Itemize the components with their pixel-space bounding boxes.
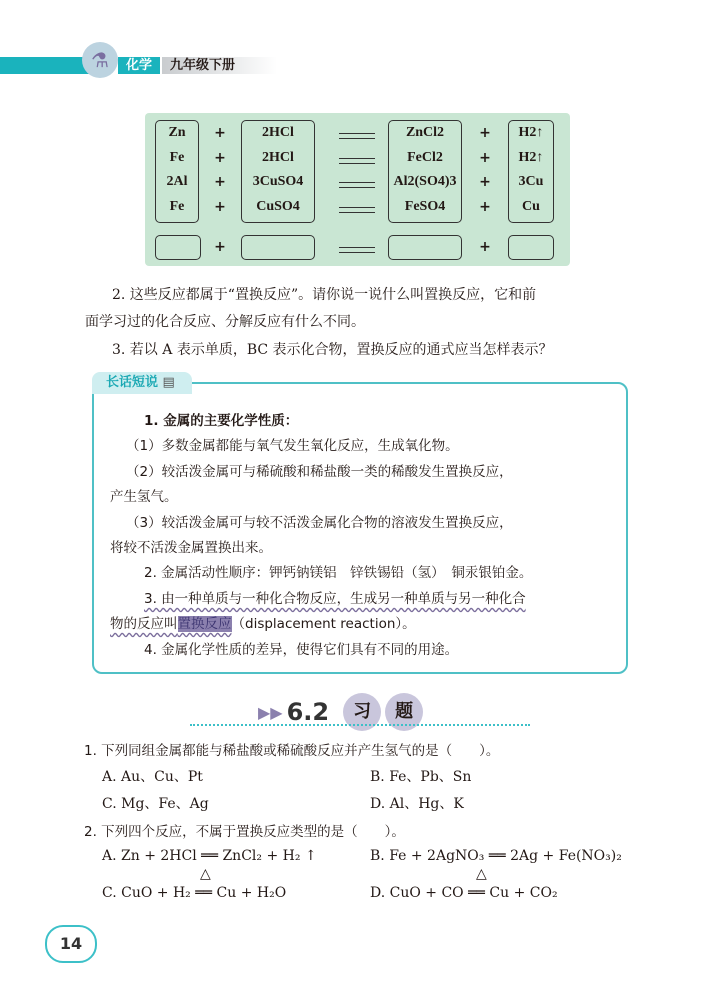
blank-box: [508, 235, 554, 260]
reactant-compound-column: 2HCl 2HCl 3CuSO4 CuSO4: [241, 120, 315, 223]
summary-title: 长话短说 ▤: [92, 372, 192, 394]
summary-line: 4. 金属化学性质的差异，使得它们具有不同的用途。: [144, 642, 459, 658]
blank-box: [388, 235, 462, 260]
option: A. Zn + 2HCl ══ ZnCl₂ + H₂ ↑: [102, 848, 317, 864]
question-3: 3. 若以 A 表示单质，BC 表示化合物，置换反应的通式应当怎样表示？: [112, 342, 553, 358]
equals-sign: [339, 158, 375, 164]
heat-symbol: △: [200, 866, 211, 882]
plus-signs: + + + +: [479, 125, 491, 215]
summary-line: （2）较活泼金属可与稀硫酸和稀盐酸一类的稀酸发生置换反应，: [126, 464, 513, 480]
summary-line: （3）较活泼金属可与较不活泼金属化合物的溶液发生置换反应，: [126, 515, 513, 531]
flask-icon: ⚗: [82, 42, 118, 78]
subject-label: 化学: [118, 57, 160, 74]
summary-line: 将较不活泼金属置换出来。: [110, 540, 272, 556]
equation-table: [145, 113, 570, 266]
page-number: 14: [45, 925, 97, 963]
section-title: 习: [343, 693, 381, 731]
plus-sign: +: [479, 239, 491, 255]
definition-line: 物的反应叫置换反应（displacement reaction）。: [110, 616, 416, 632]
product-element-column: H2↑ H2↑ 3Cu Cu: [508, 120, 554, 223]
option: C. Mg、Fe、Ag: [102, 796, 209, 812]
notepad-icon: ▤: [162, 375, 175, 390]
equals-sign: [339, 247, 375, 253]
summary-line: 3. 由一种单质与一种化合物反应，生成另一种单质与另一种化合: [144, 591, 526, 607]
heat-symbol: △: [476, 866, 487, 882]
product-compound-column: ZnCl2 FeCl2 Al2(SO4)3 FeSO4: [388, 120, 462, 223]
option: D. CuO + CO ══ Cu + CO₂: [370, 885, 558, 901]
plus-signs: + + + +: [214, 125, 226, 215]
summary-line: 2. 金属活动性顺序：钾钙钠镁铝 锌铁锡铅（氢） 铜汞银铂金。: [144, 565, 533, 581]
option: B. Fe + 2AgNO₃ ══ 2Ag + Fe(NO₃)₂: [370, 848, 622, 864]
blank-box: [155, 235, 201, 260]
option: B. Fe、Pb、Sn: [370, 769, 472, 785]
option: D. Al、Hg、K: [370, 796, 464, 812]
equals-sign: [339, 182, 375, 188]
question-2-cont: 面学习过的化合反应、分解反应有什么不同。: [85, 314, 365, 330]
section-number: 6.2: [286, 698, 330, 726]
exercise-1: 1. 下列同组金属都能与稀盐酸或稀硫酸反应并产生氢气的是（ ）。: [84, 743, 500, 759]
summary-line: 1. 金属的主要化学性质：: [144, 413, 299, 429]
exercise-2: 2. 下列四个反应，不属于置换反应类型的是（ ）。: [84, 824, 405, 840]
option: C. CuO + H₂ ══ Cu + H₂O: [102, 885, 287, 901]
question-2: 2. 这些反应都属于“置换反应”。请你说一说什么叫置换反应，它和前: [112, 287, 537, 303]
grade-label: 九年级下册: [162, 57, 277, 74]
reactant-element-column: Zn Fe 2Al Fe: [155, 120, 199, 223]
option: A. Au、Cu、Pt: [102, 769, 203, 785]
wavy-divider: [190, 720, 530, 726]
equals-sign: [339, 207, 375, 213]
equals-sign: [339, 133, 375, 139]
blank-box: [241, 235, 315, 260]
term-displacement-reaction: 置换反应: [177, 616, 232, 632]
plus-sign: +: [214, 239, 226, 255]
summary-line: 产生氢气。: [110, 489, 178, 505]
section-title: 题: [385, 693, 423, 731]
summary-line: （1）多数金属都能与氧气发生氧化反应，生成氧化物。: [126, 438, 459, 454]
arrow-icon: ▶▶: [258, 702, 283, 722]
